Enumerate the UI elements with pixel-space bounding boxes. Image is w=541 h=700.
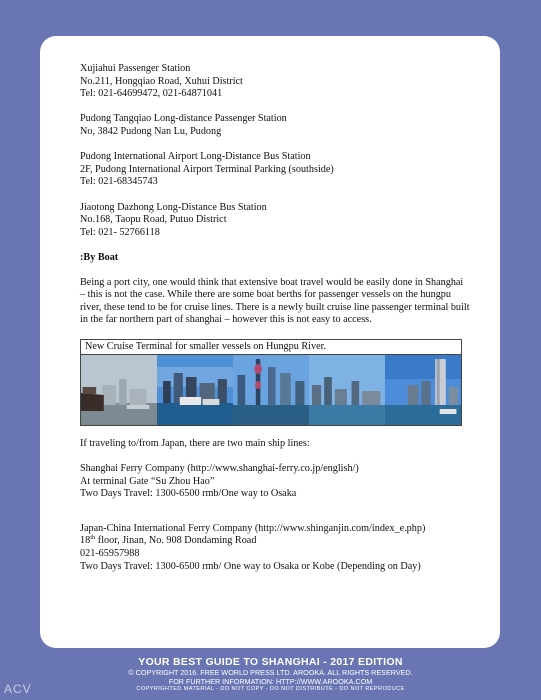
boat-paragraph: Being a port city, one would think that extensive boat travel would be easily done in Shanghai – this is not the case. While there are some boat berths for passenger vessels on the hungpu river, these tend to be for cruise lines. There is a newly built cruise line passenger terminal built in the far northern part of shanghai – however this is not easy to access. xyxy=(80,276,470,326)
ferry-phone: 021-65957988 xyxy=(80,548,140,560)
ferry-name: Japan-China International Ferry Company (http://www.shinganjin.com/index_e.php) xyxy=(80,522,426,534)
ferry-japan-china xyxy=(80,523,470,573)
station-address: 2F, Pudong International Airport Terminal Parking (southside) xyxy=(80,163,334,175)
footer-info: FOR FURTHER INFORMATION: HTTP://WWW.AROOKA.COM xyxy=(168,676,373,686)
document-content xyxy=(80,63,470,573)
station-tangqiao xyxy=(80,113,470,138)
photo-skyline-boats xyxy=(157,355,233,425)
station-name: Jiaotong Dazhong Long-Distance Bus Station xyxy=(80,201,267,213)
floor-rest: floor, Jinan, No. 908 Dondaming Road xyxy=(95,535,257,547)
ferry-gate: At terminal Gate “Su Zhou Hao” xyxy=(80,475,215,487)
footer-copyright: © COPYRIGHT 2016. FREE WORLD PRESS LTD. AROOKA. ALL RIGHTS RESERVED. xyxy=(128,668,413,677)
photo-pudong-towers xyxy=(233,355,309,425)
station-jiaotong xyxy=(80,202,470,240)
footer-title: YOUR BEST GUIDE TO SHANGHAI - 2017 EDITION xyxy=(138,656,403,668)
station-tel: Tel: 021- 52766118 xyxy=(80,226,160,238)
japan-intro: If traveling to/from Japan, there are two main ship lines: xyxy=(80,438,310,450)
cruise-caption: New Cruise Terminal for smaller vessels on Hungpu River. xyxy=(81,340,461,356)
photo-strip xyxy=(81,355,461,425)
station-airport xyxy=(80,151,470,189)
ferry-travel: Two Days Travel: 1300-6500 rmb/ One way to Osaka or Kobe (Depending on Day) xyxy=(80,560,421,572)
photo-riverfront xyxy=(309,355,385,425)
ferry-shanghai xyxy=(80,463,470,501)
station-name: Pudong Tangqiao Long-distance Passenger Station xyxy=(80,113,287,125)
station-name: Xujiahui Passenger Station xyxy=(80,63,191,74)
ferry-name: Shanghai Ferry Company (http://www.shanghai-ferry.co.jp/english/) xyxy=(80,463,359,475)
footer-notice: COPYRIGHTED MATERIAL - DO NOT COPY - DO NOT DISTRIBUTE - DO NOT REPRODUCE xyxy=(136,686,405,693)
floor-suffix: th xyxy=(90,534,96,542)
ferry-travel: Two Days Travel: 1300-6500 rmb/One way to Osaka xyxy=(80,488,297,500)
page-footer xyxy=(0,656,541,693)
station-tel: Tel: 021-64699472, 021-64871041 xyxy=(80,88,223,100)
by-boat-heading: :By Boat xyxy=(80,251,119,263)
floor-number: 18 xyxy=(80,535,91,547)
station-xujiahui xyxy=(80,63,470,101)
station-address: No.211, Hongqiao Road, Xuhui District xyxy=(80,75,243,87)
ferry-address xyxy=(80,535,470,548)
watermark: ACV xyxy=(4,682,32,696)
cruise-terminal-figure xyxy=(80,339,462,427)
photo-tall-tower xyxy=(385,355,461,425)
photo-ship-hazy xyxy=(81,355,157,425)
station-name: Pudong International Airport Long-Distance Bus Station xyxy=(80,151,311,163)
station-address: No.168, Taopu Road, Putuo District xyxy=(80,214,227,226)
station-tel: Tel: 021-68345743 xyxy=(80,176,158,188)
station-address: No, 3842 Pudong Nan Lu, Pudong xyxy=(80,125,222,137)
